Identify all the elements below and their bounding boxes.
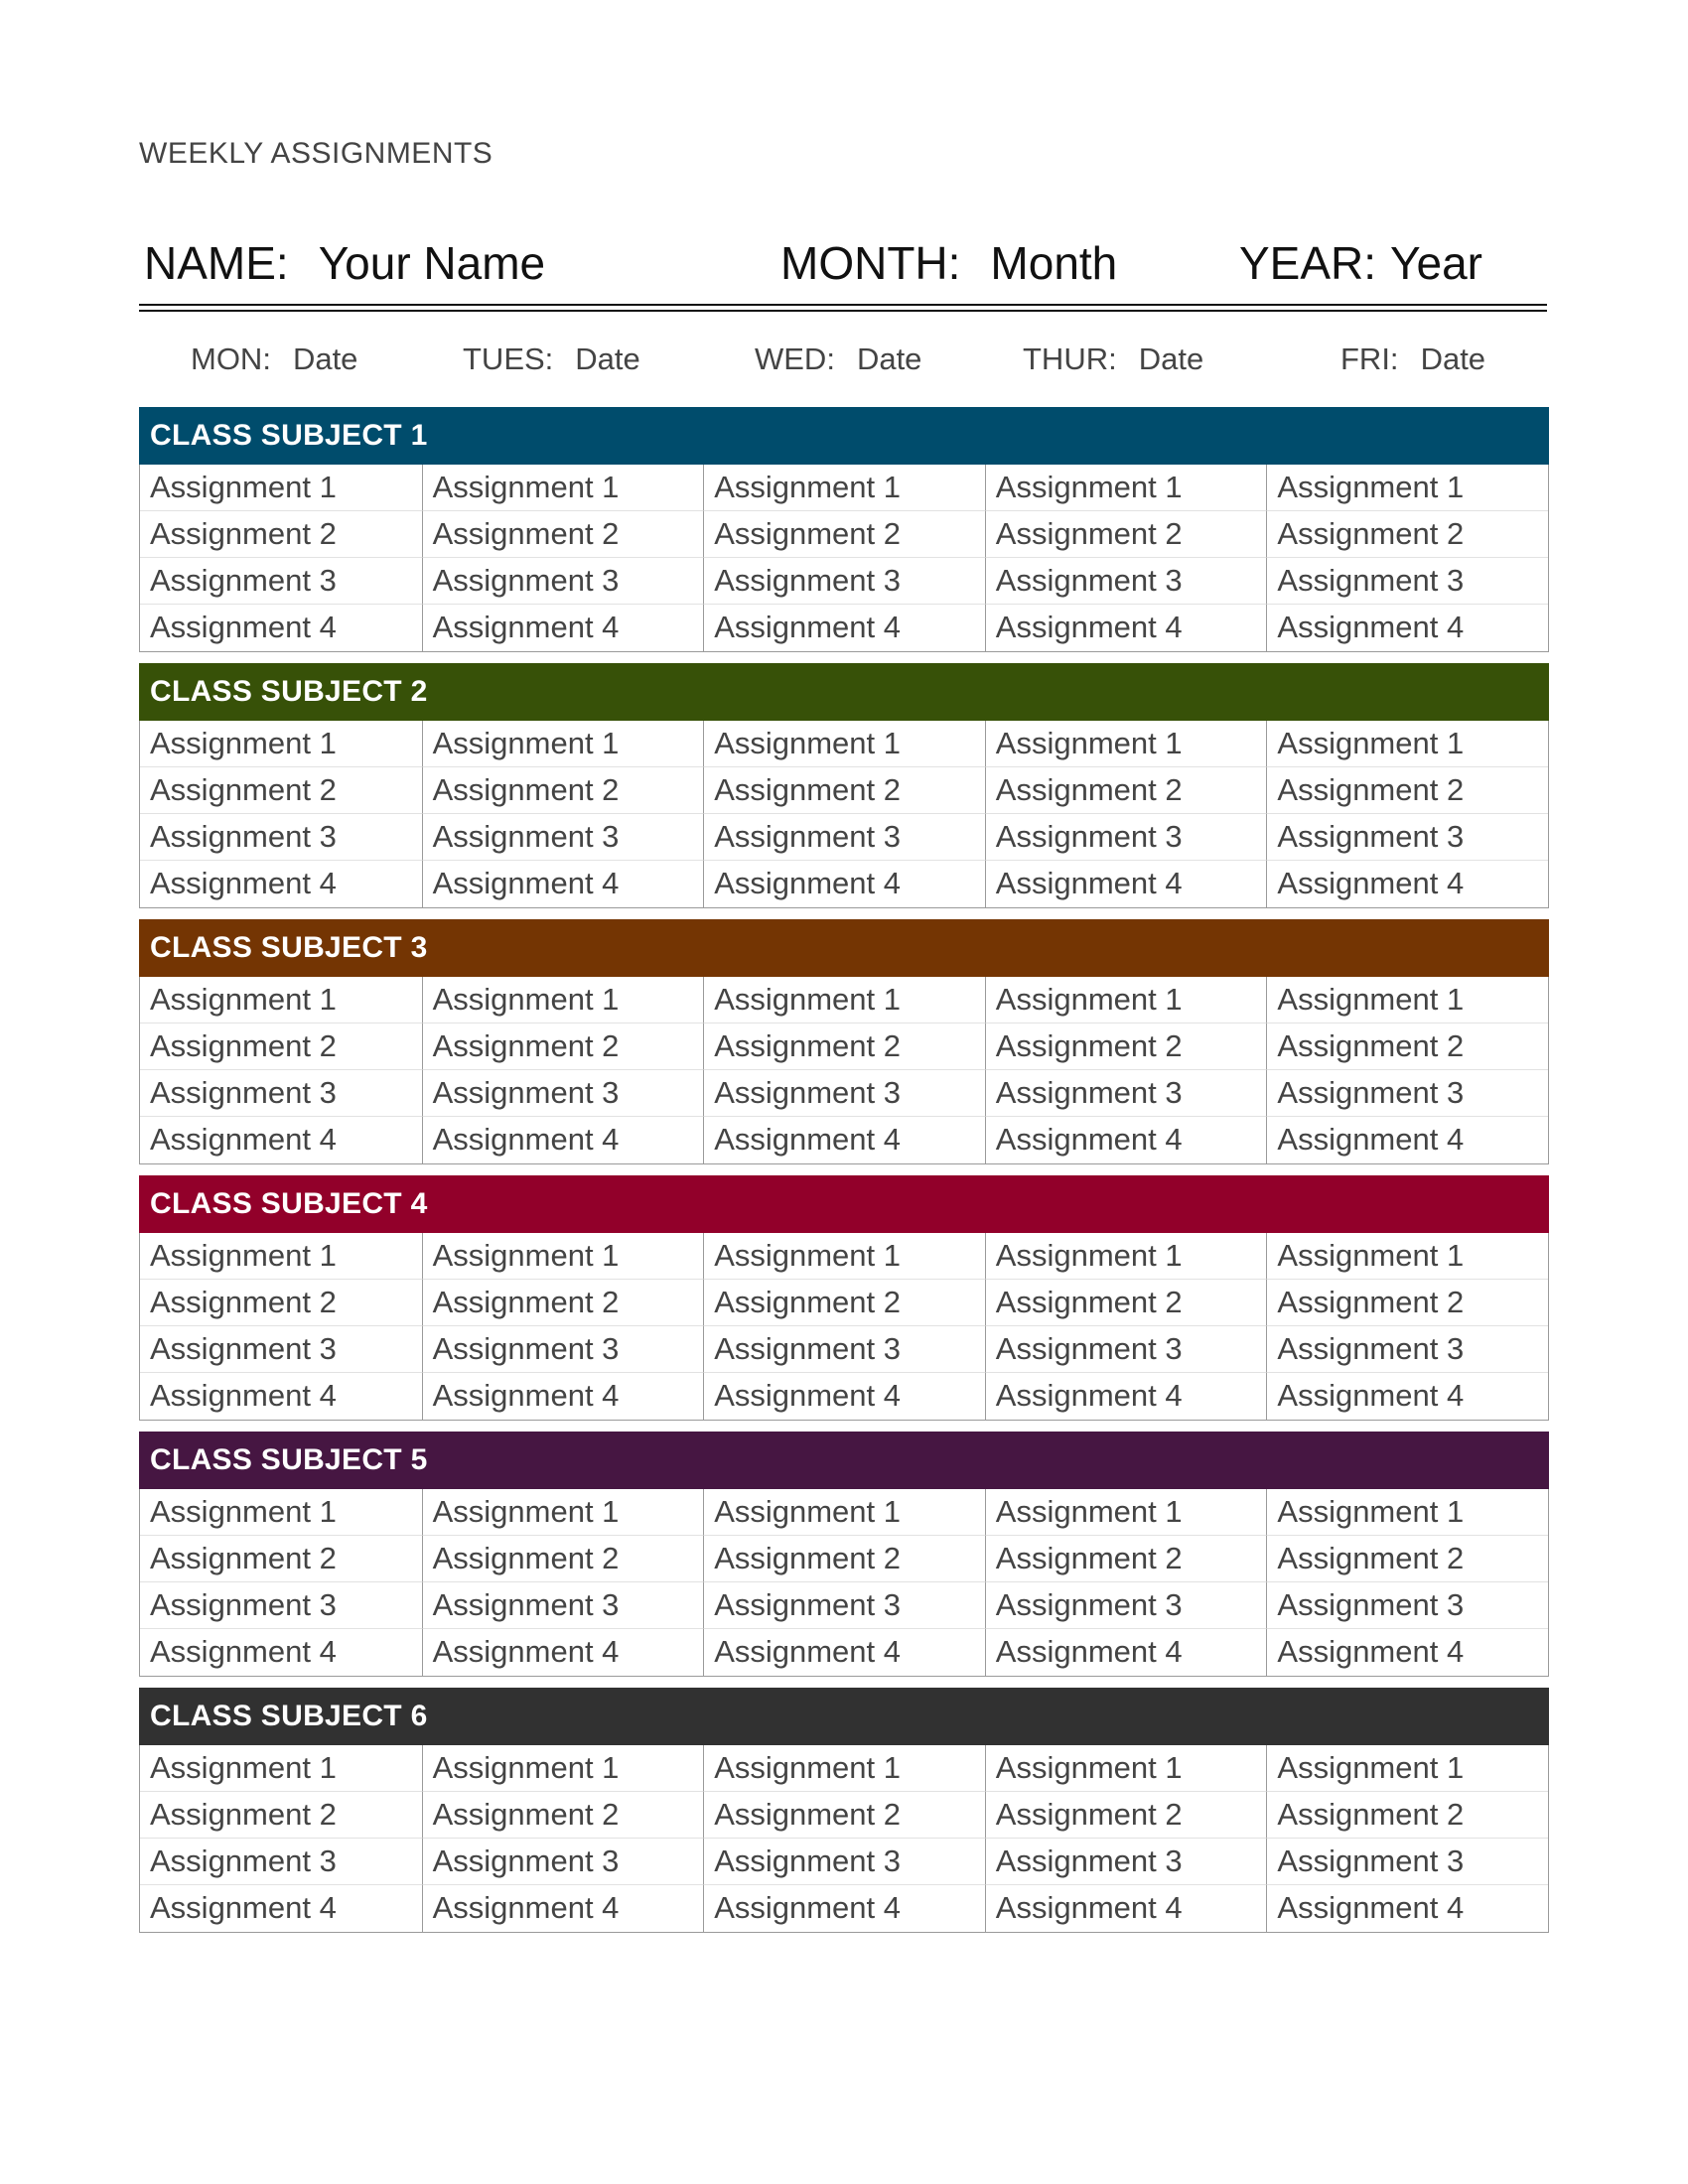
assignment-cell[interactable]: Assignment 1 bbox=[140, 1233, 422, 1280]
assignment-cell[interactable]: Assignment 2 bbox=[703, 511, 985, 558]
name-label: NAME: bbox=[144, 237, 289, 289]
class-subject-header[interactable]: CLASS SUBJECT 2 bbox=[139, 663, 1549, 721]
assignment-grid bbox=[139, 977, 1549, 1164]
assignment-cell[interactable]: Assignment 4 bbox=[985, 1373, 1267, 1420]
assignment-cell[interactable]: Assignment 3 bbox=[1266, 814, 1548, 861]
assignment-cell[interactable]: Assignment 1 bbox=[703, 721, 985, 767]
assignment-cell[interactable]: Assignment 2 bbox=[985, 1024, 1267, 1070]
days-row bbox=[139, 341, 1547, 381]
assignment-cell[interactable]: Assignment 1 bbox=[140, 1745, 422, 1792]
assignment-cell[interactable]: Assignment 3 bbox=[703, 1582, 985, 1629]
assignment-cell[interactable]: Assignment 1 bbox=[422, 1233, 704, 1280]
assignment-cell[interactable]: Assignment 4 bbox=[1266, 1117, 1548, 1163]
day-mon[interactable] bbox=[191, 341, 357, 377]
assignment-cell[interactable]: Assignment 3 bbox=[985, 1326, 1267, 1373]
assignment-cell[interactable]: Assignment 3 bbox=[1266, 1326, 1548, 1373]
assignment-cell[interactable]: Assignment 2 bbox=[1266, 1024, 1548, 1070]
assignment-cell[interactable]: Assignment 1 bbox=[985, 977, 1267, 1024]
assignment-cell[interactable]: Assignment 3 bbox=[703, 1326, 985, 1373]
assignment-cell[interactable]: Assignment 2 bbox=[703, 1792, 985, 1839]
assignment-cell[interactable]: Assignment 4 bbox=[150, 1122, 337, 1157]
assignment-cell[interactable]: Assignment 1 bbox=[422, 1489, 704, 1536]
name-field[interactable] bbox=[144, 236, 545, 290]
assignment-cell[interactable]: Assignment 2 bbox=[140, 1024, 422, 1070]
assignment-cell[interactable]: Assignment 4 bbox=[150, 610, 337, 644]
assignment-cell[interactable]: Assignment 4 bbox=[1266, 861, 1548, 907]
assignment-cell[interactable]: Assignment 1 bbox=[703, 1233, 985, 1280]
month-value[interactable]: Month bbox=[990, 237, 1118, 289]
assignment-grid bbox=[139, 465, 1549, 652]
assignment-cell[interactable]: Assignment 3 bbox=[703, 1839, 985, 1885]
class-subject-header[interactable]: CLASS SUBJECT 5 bbox=[139, 1432, 1549, 1489]
assignment-cell[interactable]: Assignment 3 bbox=[1266, 1070, 1548, 1117]
assignment-cell[interactable]: Assignment 3 bbox=[422, 1839, 704, 1885]
assignment-cell[interactable]: Assignment 2 bbox=[422, 1536, 704, 1582]
assignment-cell[interactable]: Assignment 2 bbox=[985, 1536, 1267, 1582]
day-label: THUR: bbox=[1023, 341, 1117, 376]
assignment-cell[interactable]: Assignment 2 bbox=[1266, 767, 1548, 814]
assignment-cell[interactable]: Assignment 4 bbox=[985, 605, 1267, 651]
assignment-grid bbox=[139, 1489, 1549, 1677]
assignment-cell[interactable]: Assignment 3 bbox=[422, 1070, 704, 1117]
year-field[interactable] bbox=[1239, 236, 1482, 290]
assignment-cell[interactable]: Assignment 2 bbox=[985, 511, 1267, 558]
month-label: MONTH: bbox=[780, 237, 961, 289]
assignment-grid bbox=[139, 721, 1549, 908]
assignment-cell[interactable]: Assignment 4 bbox=[703, 1885, 985, 1932]
day-label: TUES: bbox=[463, 341, 554, 376]
assignment-cell[interactable]: Assignment 2 bbox=[422, 767, 704, 814]
day-label: WED: bbox=[755, 341, 835, 376]
day-date[interactable]: Date bbox=[575, 341, 640, 376]
assignment-cell[interactable]: Assignment 1 bbox=[703, 1489, 985, 1536]
day-wed[interactable] bbox=[755, 341, 921, 377]
assignment-cell[interactable]: Assignment 3 bbox=[1266, 1582, 1548, 1629]
assignment-cell[interactable]: Assignment 4 bbox=[150, 1378, 337, 1413]
assignment-cell[interactable]: Assignment 1 bbox=[1266, 721, 1548, 767]
assignment-cell[interactable]: Assignment 2 bbox=[703, 767, 985, 814]
assignment-cell[interactable]: Assignment 4 bbox=[1266, 1629, 1548, 1676]
assignment-cell[interactable]: Assignment 4 bbox=[150, 1890, 337, 1925]
day-label: MON: bbox=[191, 341, 271, 376]
assignment-cell[interactable]: Assignment 4 bbox=[1266, 1885, 1548, 1932]
assignment-cell[interactable]: Assignment 3 bbox=[703, 1070, 985, 1117]
assignment-cell[interactable]: Assignment 2 bbox=[1266, 511, 1548, 558]
assignment-cell[interactable]: Assignment 2 bbox=[985, 1792, 1267, 1839]
assignment-cell[interactable]: Assignment 1 bbox=[703, 1745, 985, 1792]
assignment-cell[interactable]: Assignment 4 bbox=[422, 861, 704, 907]
class-subject-header[interactable]: CLASS SUBJECT 3 bbox=[139, 919, 1549, 977]
class-subject-block bbox=[139, 919, 1549, 1164]
assignment-cell[interactable]: Assignment 1 bbox=[422, 721, 704, 767]
assignment-cell[interactable]: Assignment 4 bbox=[150, 1634, 337, 1669]
assignment-cell[interactable]: Assignment 4 bbox=[1266, 1373, 1548, 1420]
assignment-cell[interactable]: Assignment 1 bbox=[985, 465, 1267, 511]
assignment-cell[interactable]: Assignment 2 bbox=[140, 1280, 422, 1326]
assignment-cell[interactable]: Assignment 4 bbox=[985, 1629, 1267, 1676]
assignment-cell[interactable]: Assignment 1 bbox=[140, 1489, 422, 1536]
assignment-cell[interactable]: Assignment 2 bbox=[985, 767, 1267, 814]
day-date[interactable]: Date bbox=[292, 341, 358, 376]
assignment-cell[interactable]: Assignment 4 bbox=[422, 605, 704, 651]
assignment-cell[interactable]: Assignment 4 bbox=[703, 1629, 985, 1676]
assignment-cell[interactable]: Assignment 1 bbox=[422, 1745, 704, 1792]
assignment-cell[interactable]: Assignment 1 bbox=[422, 465, 704, 511]
assignment-cell[interactable]: Assignment 4 bbox=[985, 861, 1267, 907]
assignment-grid bbox=[139, 1745, 1549, 1933]
assignment-cell[interactable]: Assignment 3 bbox=[140, 558, 422, 605]
assignment-cell[interactable]: Assignment 1 bbox=[140, 977, 422, 1024]
assignment-cell[interactable]: Assignment 2 bbox=[985, 1280, 1267, 1326]
assignment-cell[interactable]: Assignment 2 bbox=[703, 1280, 985, 1326]
assignment-cell[interactable]: Assignment 2 bbox=[140, 1792, 422, 1839]
assignment-cell[interactable]: Assignment 3 bbox=[422, 558, 704, 605]
assignment-cell[interactable]: Assignment 4 bbox=[150, 866, 337, 900]
assignment-cell[interactable]: Assignment 1 bbox=[1266, 977, 1548, 1024]
assignment-cell[interactable]: Assignment 4 bbox=[422, 1117, 704, 1163]
assignment-cell[interactable]: Assignment 4 bbox=[985, 1885, 1267, 1932]
assignment-cell[interactable]: Assignment 2 bbox=[1266, 1280, 1548, 1326]
assignment-cell[interactable]: Assignment 2 bbox=[703, 1024, 985, 1070]
class-subject-header[interactable]: CLASS SUBJECT 6 bbox=[139, 1688, 1549, 1745]
assignment-cell[interactable]: Assignment 3 bbox=[422, 1582, 704, 1629]
assignment-cell[interactable]: Assignment 4 bbox=[1266, 605, 1548, 651]
assignment-cell[interactable]: Assignment 3 bbox=[985, 1839, 1267, 1885]
assignment-cell[interactable]: Assignment 3 bbox=[140, 1839, 422, 1885]
assignment-cell[interactable]: Assignment 4 bbox=[422, 1629, 704, 1676]
assignment-cell[interactable]: Assignment 2 bbox=[422, 1280, 704, 1326]
class-subject-block bbox=[139, 1175, 1549, 1421]
assignment-cell[interactable]: Assignment 2 bbox=[422, 1024, 704, 1070]
assignment-cell[interactable]: Assignment 1 bbox=[1266, 465, 1548, 511]
class-subject-block bbox=[139, 663, 1549, 908]
class-subject-header[interactable]: CLASS SUBJECT 1 bbox=[139, 407, 1549, 465]
day-date[interactable]: Date bbox=[1138, 341, 1204, 376]
assignment-cell[interactable]: Assignment 4 bbox=[422, 1885, 704, 1932]
assignment-cell[interactable]: Assignment 1 bbox=[140, 721, 422, 767]
day-label: FRI: bbox=[1340, 341, 1399, 376]
assignment-cell[interactable]: Assignment 1 bbox=[422, 977, 704, 1024]
assignment-cell[interactable]: Assignment 3 bbox=[422, 1326, 704, 1373]
assignment-cell[interactable]: Assignment 4 bbox=[422, 1373, 704, 1420]
assignment-cell[interactable]: Assignment 1 bbox=[703, 977, 985, 1024]
day-date[interactable]: Date bbox=[856, 341, 922, 376]
header-divider bbox=[139, 304, 1547, 306]
assignment-cell[interactable]: Assignment 4 bbox=[985, 1117, 1267, 1163]
assignment-cell[interactable]: Assignment 1 bbox=[140, 465, 422, 511]
assignment-cell[interactable]: Assignment 2 bbox=[140, 1536, 422, 1582]
class-subject-block bbox=[139, 407, 1549, 652]
assignment-cell[interactable]: Assignment 3 bbox=[985, 558, 1267, 605]
class-subject-block bbox=[139, 1432, 1549, 1677]
month-field[interactable] bbox=[780, 236, 1117, 290]
day-tues[interactable] bbox=[463, 341, 640, 377]
assignment-cell[interactable]: Assignment 1 bbox=[985, 1233, 1267, 1280]
assignment-cell[interactable]: Assignment 3 bbox=[703, 814, 985, 861]
assignment-cell[interactable]: Assignment 4 bbox=[703, 605, 985, 651]
class-subject-block bbox=[139, 1688, 1549, 1933]
assignment-cell[interactable]: Assignment 2 bbox=[140, 511, 422, 558]
assignment-cell[interactable]: Assignment 3 bbox=[1266, 1839, 1548, 1885]
assignment-cell[interactable]: Assignment 3 bbox=[703, 558, 985, 605]
assignment-cell[interactable]: Assignment 1 bbox=[985, 721, 1267, 767]
assignment-cell[interactable]: Assignment 3 bbox=[422, 814, 704, 861]
assignment-cell[interactable]: Assignment 2 bbox=[422, 1792, 704, 1839]
assignment-cell[interactable]: Assignment 1 bbox=[1266, 1745, 1548, 1792]
assignment-cell[interactable]: Assignment 4 bbox=[703, 1373, 985, 1420]
assignment-cell[interactable]: Assignment 2 bbox=[140, 767, 422, 814]
assignment-cell[interactable]: Assignment 3 bbox=[1266, 558, 1548, 605]
assignment-cell[interactable]: Assignment 1 bbox=[1266, 1233, 1548, 1280]
class-subject-header[interactable]: CLASS SUBJECT 4 bbox=[139, 1175, 1549, 1233]
student-info-header bbox=[139, 236, 1547, 298]
assignment-cell[interactable]: Assignment 2 bbox=[1266, 1536, 1548, 1582]
assignment-cell[interactable]: Assignment 3 bbox=[140, 1326, 422, 1373]
name-value[interactable]: Your Name bbox=[318, 237, 546, 289]
assignment-cell[interactable]: Assignment 3 bbox=[985, 1070, 1267, 1117]
assignment-cell[interactable]: Assignment 3 bbox=[140, 814, 422, 861]
assignment-cell[interactable]: Assignment 2 bbox=[1266, 1792, 1548, 1839]
year-label: YEAR: bbox=[1239, 237, 1377, 289]
day-thur[interactable] bbox=[1023, 341, 1203, 377]
assignment-cell[interactable]: Assignment 1 bbox=[985, 1745, 1267, 1792]
assignment-cell[interactable]: Assignment 4 bbox=[703, 861, 985, 907]
year-value[interactable]: Year bbox=[1390, 237, 1482, 289]
assignment-cell[interactable]: Assignment 2 bbox=[422, 511, 704, 558]
assignment-grid bbox=[139, 1233, 1549, 1421]
assignment-cell[interactable]: Assignment 3 bbox=[140, 1070, 422, 1117]
assignment-cell[interactable]: Assignment 4 bbox=[703, 1117, 985, 1163]
assignment-cell[interactable]: Assignment 1 bbox=[985, 1489, 1267, 1536]
assignment-cell[interactable]: Assignment 3 bbox=[140, 1582, 422, 1629]
assignment-cell[interactable]: Assignment 2 bbox=[703, 1536, 985, 1582]
page-title: WEEKLY ASSIGNMENTS bbox=[139, 137, 493, 170]
assignment-cell[interactable]: Assignment 3 bbox=[985, 1582, 1267, 1629]
header-divider-second bbox=[139, 310, 1547, 312]
assignment-cell[interactable]: Assignment 1 bbox=[703, 465, 985, 511]
day-fri[interactable] bbox=[1340, 341, 1485, 377]
assignment-cell[interactable]: Assignment 1 bbox=[1266, 1489, 1548, 1536]
day-date[interactable]: Date bbox=[1420, 341, 1486, 376]
assignment-cell[interactable]: Assignment 3 bbox=[985, 814, 1267, 861]
